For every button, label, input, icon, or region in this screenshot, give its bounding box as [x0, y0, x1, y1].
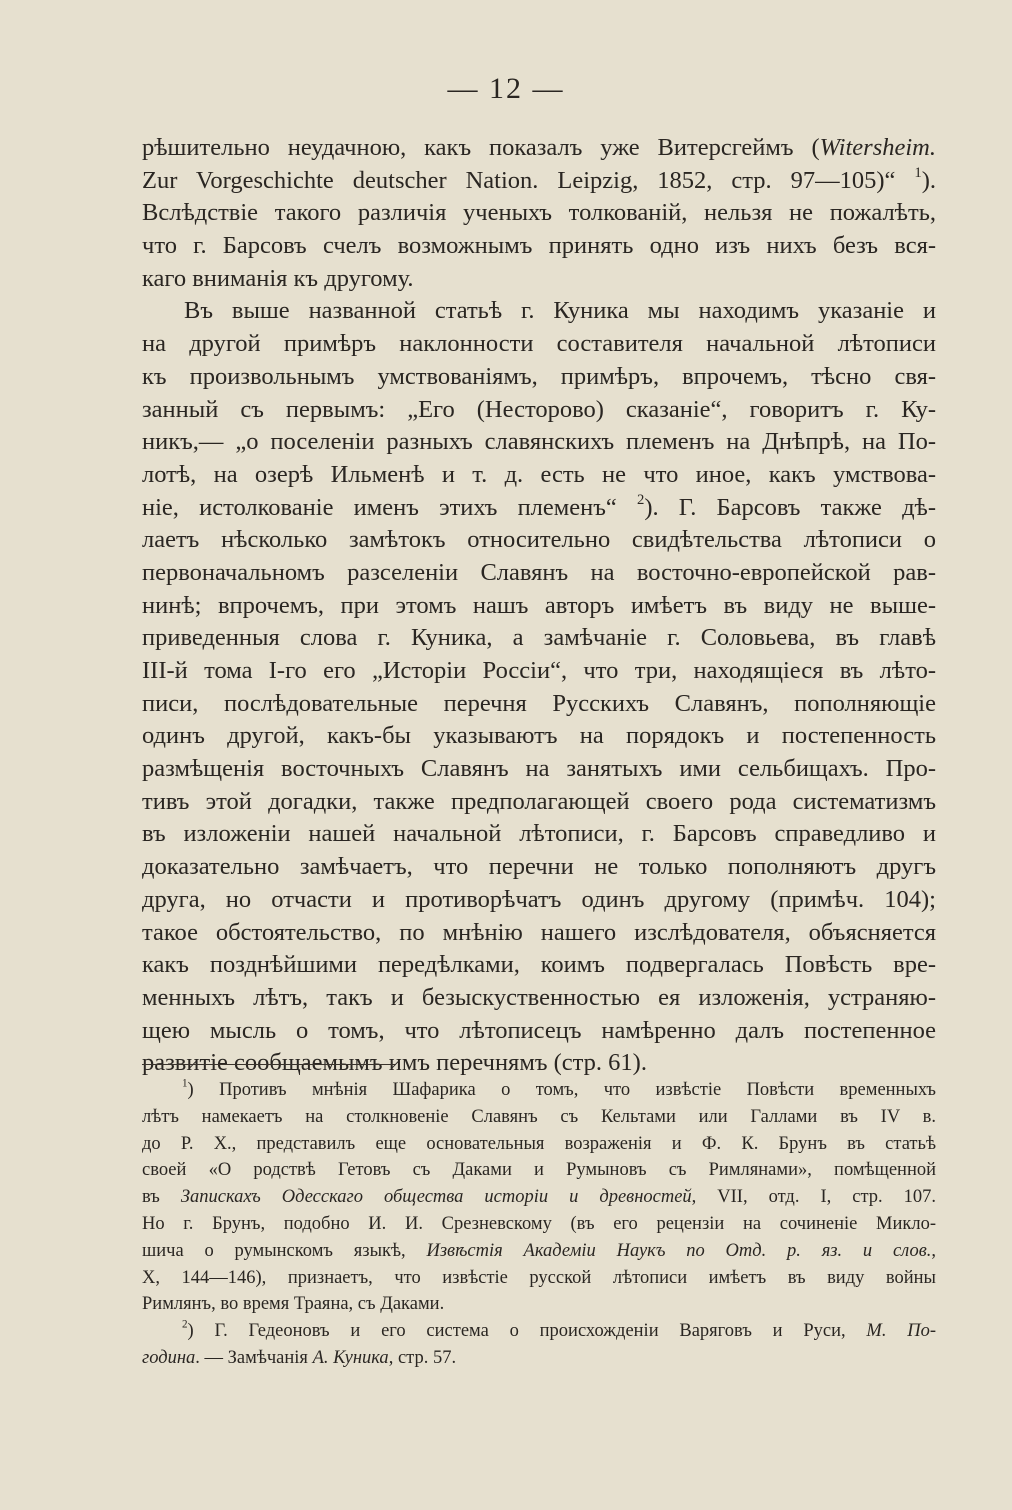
text-line: [142, 230, 936, 263]
text-line: [142, 459, 936, 492]
text-run: III-й тома I-го его „Исторіи Россіи“, что три, находящіеся въ лѣто-: [142, 657, 936, 684]
text-line: [142, 982, 936, 1015]
text-line: [142, 557, 936, 590]
text-run: развитіе сообщаемымъ имъ перечнямъ (стр. 61).: [142, 1049, 647, 1077]
italic-text: М. По-: [866, 1321, 936, 1342]
text-line: [142, 622, 936, 655]
footnote-separator: [142, 1064, 396, 1065]
text-run: , VII, отд. I, стр. 107.: [691, 1187, 937, 1208]
footnote-line: [142, 1211, 936, 1238]
text-run: своей «О родствѣ Гетовъ съ Даками и Румыновъ съ Римлянами», помѣщенной: [142, 1160, 936, 1181]
text-run: , стр. 57.: [388, 1347, 457, 1368]
text-run: ніе, истолкованіе именъ этихъ племенъ“: [142, 493, 637, 521]
text-run: нинѣ; впрочемъ, при этомъ нашъ авторъ имѣетъ въ виду не выше-: [142, 591, 936, 619]
text-line: [142, 328, 936, 361]
text-line: [142, 851, 936, 884]
text-run: приведенныя слова г. Куника, а замѣчаніе г. Соловьева, въ главѣ: [142, 624, 936, 652]
text-line: [142, 165, 936, 198]
footnote-line: [142, 1157, 936, 1184]
text-run: тивъ этой догадки, также предполагающей своего рода систематизмъ: [142, 787, 936, 815]
footnote-line: [142, 1238, 936, 1265]
text-run: Вслѣдствіе такого различія ученыхъ толкованій, нельзя не пожалѣть,: [142, 199, 936, 227]
text-run: на другой примѣръ наклонности составителя начальной лѣтописи: [142, 330, 936, 358]
text-line: [142, 917, 936, 950]
footnote-line: [142, 1131, 936, 1158]
footnote-line: [142, 1291, 936, 1318]
italic-text: Запискахъ Одесскаго общества исторіи и древностей: [180, 1187, 692, 1208]
text-line: [142, 426, 936, 459]
text-run: ) Г. Гедеоновъ и его система о происхожденіи Варяговъ и Руси,: [187, 1321, 867, 1342]
text-run: друга, но отчасти и противорѣчатъ одинъ другому (примѣч. 104);: [142, 885, 936, 913]
text-line: [142, 688, 936, 721]
footnote-line: [142, 1318, 936, 1345]
text-run: одинъ другой, какъ-бы указываютъ на порядокъ и постепенность: [142, 722, 936, 750]
text-line: [142, 524, 936, 557]
footnote-marker: 1: [182, 1077, 188, 1090]
text-run: ).: [921, 166, 936, 194]
text-run: X, 144—146), признаетъ, что извѣстіе русской лѣтописи имѣетъ въ виду войны: [142, 1267, 936, 1288]
footnote-marker: 2: [182, 1318, 188, 1331]
italic-text: Witersheim.: [819, 134, 936, 161]
text-run: первоначальномъ разселеніи Славянъ на восточно-европейской рав-: [142, 558, 936, 586]
text-run: каго вниманія къ другому.: [142, 264, 414, 292]
footnote-line: [142, 1077, 936, 1104]
footnote-line: [142, 1184, 936, 1211]
footnote-marker: 2: [637, 491, 645, 508]
text-run: до Р. Х., представилъ еще основательныя возраженія и Ф. К. Брунъ въ статьѣ: [142, 1133, 936, 1154]
italic-text: А. Куника: [312, 1347, 389, 1368]
text-line: [142, 655, 936, 688]
text-run: писи, послѣдовательные перечня Русскихъ Славянъ, пополняющіе: [142, 689, 936, 717]
text-line: [142, 720, 936, 753]
text-line: [142, 1015, 936, 1048]
text-run: какъ позднѣйшими передѣлками, коимъ подвергалась Повѣсть вре-: [142, 951, 936, 979]
text-line: [142, 753, 936, 786]
text-run: ). Г. Барсовъ также дѣ-: [644, 493, 937, 521]
italic-text: година: [142, 1347, 196, 1368]
text-line: [142, 132, 936, 165]
text-run: къ произвольнымъ умствованіямъ, примѣръ, впрочемъ, тѣсно свя-: [142, 362, 936, 390]
text-run: въ: [142, 1187, 181, 1208]
text-line: [142, 263, 936, 296]
page-number: — 12 —: [447, 72, 565, 105]
text-run: лѣтъ намекаетъ на столкновеніе Славянъ съ Кельтами или Галлами въ IV в.: [142, 1106, 936, 1127]
text-line: [142, 492, 936, 525]
text-line: [142, 884, 936, 917]
text-run: шича о румынскомъ языкѣ,: [142, 1240, 427, 1261]
footnote-line: [142, 1104, 936, 1131]
text-run: въ изложеніи нашей начальной лѣтописи, г. Барсовъ справедливо и: [142, 820, 936, 848]
text-run: Но г. Брунъ, подобно И. И. Срезневскому (въ его рецензіи на сочиненіе Микло-: [142, 1213, 936, 1234]
text-line: [142, 361, 936, 394]
text-run: . — Замѣчанія: [195, 1347, 313, 1368]
text-run: щею мысль о томъ, что лѣтописецъ намѣренно далъ постепенное: [142, 1016, 936, 1044]
text-run: рѣшительно неудачною, какъ показалъ уже Витерсгеймъ (: [142, 134, 820, 161]
footnote-line: [142, 1265, 936, 1292]
text-run: лотѣ, на озерѣ Ильменѣ и т. д. есть не что иное, какъ умствова-: [142, 460, 936, 488]
footnote-line: [142, 1345, 936, 1372]
text-run: что г. Барсовъ счелъ возможнымъ принять одно изъ нихъ безъ вся-: [142, 232, 936, 260]
text-run: лаетъ нѣсколько замѣтокъ относительно свидѣтельства лѣтописи о: [142, 526, 936, 554]
italic-text: Извѣстія Академіи Наукъ по Отд. р. яз. и слов.: [426, 1240, 932, 1261]
text-run: ) Противъ мнѣнія Шафарика о томъ, что извѣстіе Повѣсти временныхъ: [187, 1080, 936, 1100]
text-line: [142, 786, 936, 819]
text-line: [142, 590, 936, 623]
text-run: размѣщенія восточныхъ Славянъ на занятыхъ ими сельбищахъ. Про-: [142, 755, 936, 783]
text-line: [142, 818, 936, 851]
text-line: [142, 197, 936, 230]
text-run: доказательно замѣчаетъ, что перечни не только пополняютъ другъ: [142, 853, 936, 881]
text-line: [142, 949, 936, 982]
main-text: [142, 132, 936, 1080]
text-run: занный съ первымъ: „Его (Несторово) сказаніе“, говоритъ г. Ку-: [142, 395, 936, 423]
text-run: Zur Vorgeschichte deutscher Nation. Leipzig, 1852, стр. 97—105)“: [142, 166, 915, 194]
text-run: никъ,— „о поселеніи разныхъ славянскихъ племенъ на Днѣпрѣ, на По-: [142, 428, 936, 456]
text-run: Въ выше названной статьѣ г. Куника мы находимъ указаніе и: [184, 297, 936, 325]
text-line: [142, 394, 936, 427]
text-line: [142, 295, 936, 328]
text-run: ,: [931, 1240, 937, 1261]
text-run: такое обстоятельство, по мнѣнію нашего изслѣдователя, объясняется: [142, 918, 936, 946]
footnote-marker: 1: [914, 164, 922, 181]
text-run: Римлянъ, во время Траяна, съ Даками.: [142, 1294, 445, 1315]
footnotes: [142, 1077, 936, 1372]
text-run: менныхъ лѣтъ, такъ и безыскуственностью ея изложенія, устраняю-: [142, 983, 936, 1011]
